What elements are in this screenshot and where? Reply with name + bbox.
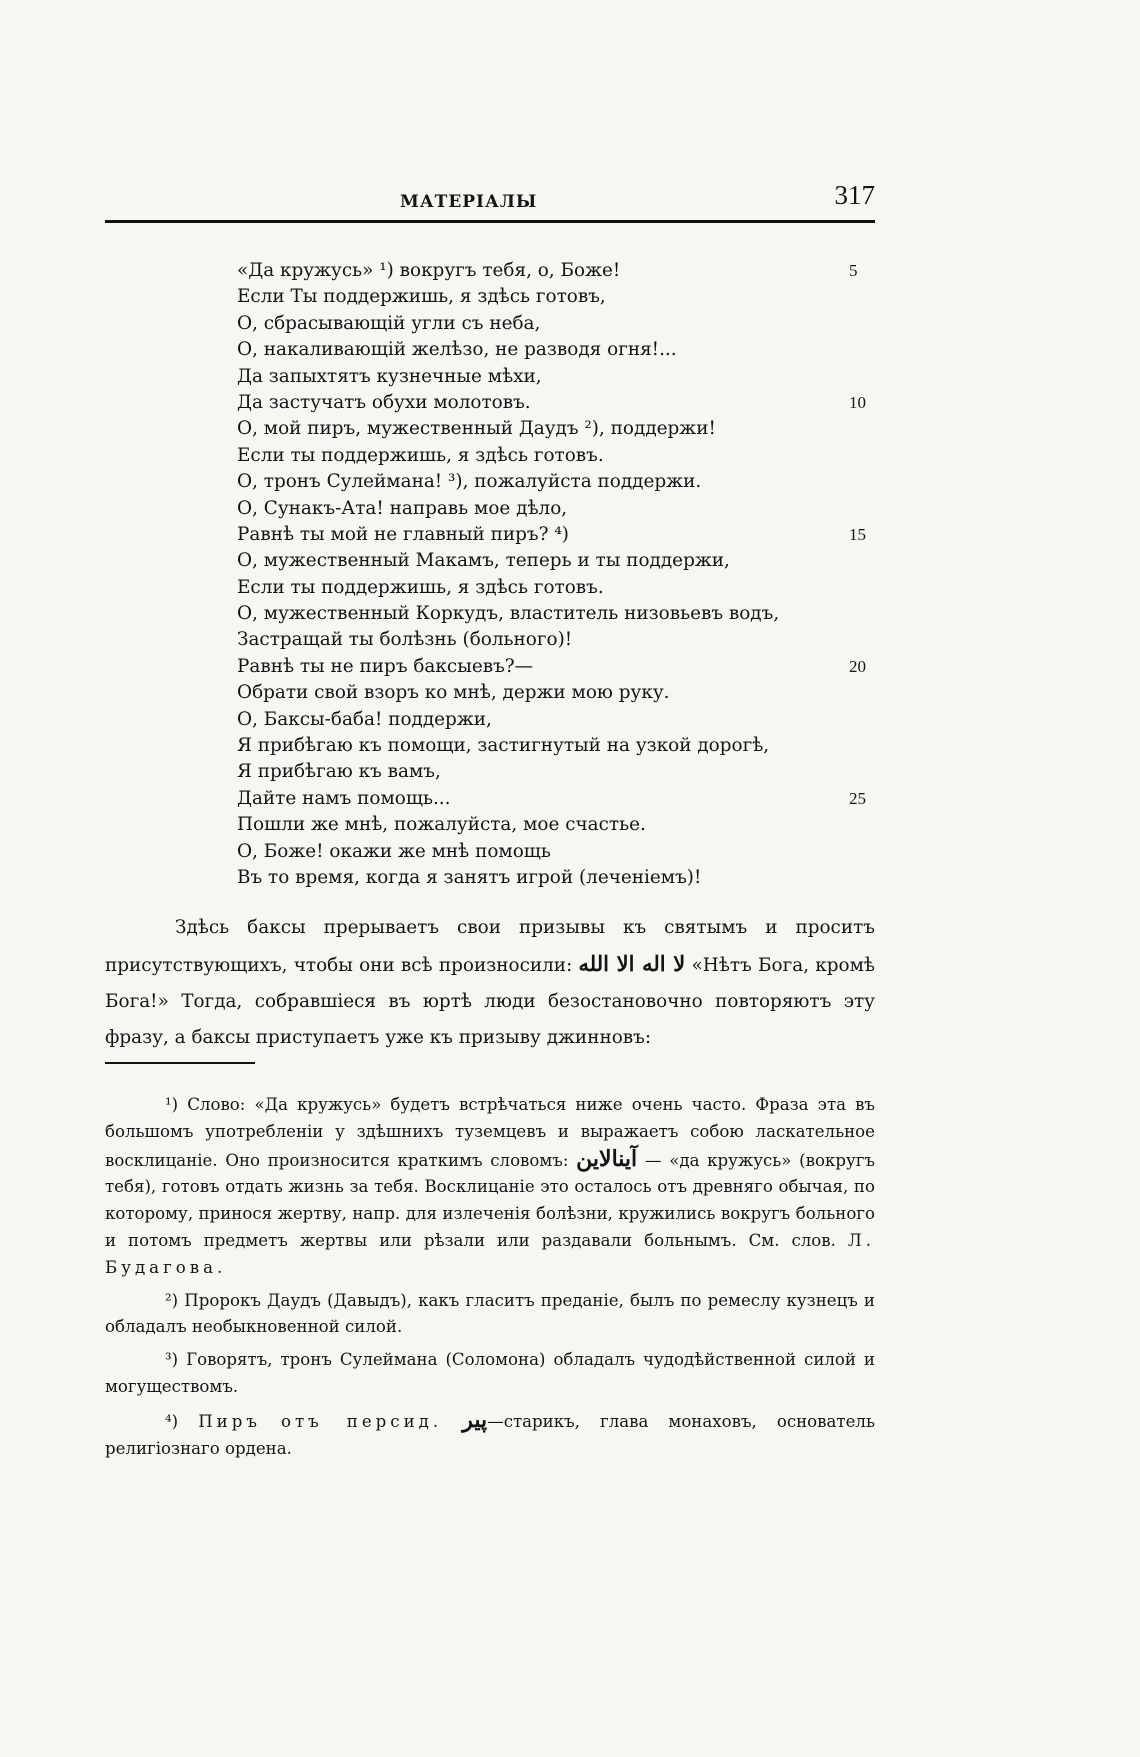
footnote-4-text: —старикъ, глава монаховъ, основатель религіознаго ордена. bbox=[105, 1411, 875, 1458]
verse-line bbox=[237, 575, 877, 601]
verse-text: О, Сунакъ-Ата! направь мое дѣло, bbox=[237, 497, 568, 519]
footnote-2-mark: ²) bbox=[165, 1290, 179, 1310]
verse-line bbox=[237, 522, 877, 548]
verse-text: О, тронъ Сулеймана! ³), пожалуйста поддержи. bbox=[237, 471, 702, 493]
footnote-1 bbox=[105, 1092, 875, 1282]
verse-text: О, мужественный Макамъ, теперь и ты поддержи, bbox=[237, 550, 730, 572]
page-number: 317 bbox=[834, 180, 875, 210]
body-text-part1: Здѣсь баксы прерываетъ свои призывы къ святымъ и проситъ присутствующихъ, чтобы они всѣ произносили: bbox=[105, 917, 875, 976]
verse-line bbox=[237, 733, 877, 759]
verse-line bbox=[237, 839, 877, 865]
verse-line-number: 25 bbox=[849, 788, 866, 808]
verse-text: Застращай ты болѣзнь (больного)! bbox=[237, 629, 573, 651]
verse-line-number: 20 bbox=[849, 656, 866, 676]
footnote-2 bbox=[105, 1288, 875, 1342]
footnote-4-word: Пиръ bbox=[198, 1411, 261, 1431]
verse-line bbox=[237, 258, 877, 284]
body-text-part2: «Нѣтъ Бога, кромѣ Бога!» Тогда, собравшіеся въ юртѣ люди безостановочно повторяютъ эту фразу, а баксы приступаетъ уже къ призыву джинновъ: bbox=[105, 955, 875, 1048]
verse-line bbox=[237, 654, 877, 680]
footnote-2-text: Пророкъ Даудъ (Давыдъ), какъ гласитъ преданіе, былъ по ремеслу кузнецъ и обладалъ необыкновенной силой. bbox=[105, 1290, 875, 1337]
verse-text: Обрати свой взоръ ко мнѣ, держи мою руку. bbox=[237, 682, 670, 704]
verse-line bbox=[237, 496, 877, 522]
verse-line bbox=[237, 627, 877, 653]
footnote-4-arabic: پير bbox=[462, 1406, 488, 1433]
verse-text: «Да кружусь» ¹) вокругъ тебя, о, Боже! bbox=[237, 260, 621, 281]
verse-line bbox=[237, 601, 877, 627]
verse-text: Въ то время, когда я занятъ игрой (леченіемъ)! bbox=[237, 866, 702, 888]
verse-line bbox=[237, 311, 877, 337]
verse-text: О, Баксы-баба! поддержи, bbox=[237, 708, 492, 730]
verse-line bbox=[237, 284, 877, 310]
verse-text: Я прибѣгаю къ вамъ, bbox=[237, 761, 441, 783]
footnotes bbox=[105, 1092, 875, 1468]
verse-line bbox=[237, 337, 877, 363]
verse-line bbox=[237, 364, 877, 390]
verse-text: Я прибѣгаю къ помощи, застигнутый на узкой дорогѣ, bbox=[237, 735, 770, 757]
verse-line bbox=[237, 443, 877, 469]
footnote-3 bbox=[105, 1347, 875, 1401]
footnote-1-part1: Слово: «Да кружусь» будетъ встрѣчаться ниже очень часто. Фраза эта въ большомъ употребленіи у здѣшнихъ туземцевъ и выражаетъ собою ласкательное восклицаніе. Оно произносится краткимъ словомъ: bbox=[105, 1095, 875, 1170]
verse-line-number: 15 bbox=[849, 524, 866, 544]
footnote-rule bbox=[105, 1062, 255, 1064]
verse-block bbox=[237, 258, 877, 891]
verse-text: О, накаливающій желѣзо, не разводя огня!... bbox=[237, 339, 677, 361]
verse-line-number: 10 bbox=[849, 392, 866, 412]
footnote-4-lang: отъ персид. bbox=[280, 1411, 443, 1431]
running-title: МАТЕРІАЛЫ bbox=[400, 192, 538, 212]
verse-line bbox=[237, 469, 877, 495]
verse-line bbox=[237, 786, 877, 812]
verse-text: Пошли же мнѣ, пожалуйста, мое счастье. bbox=[237, 814, 646, 836]
verse-text: О, мужественный Коркудъ, властитель низовьевъ водъ, bbox=[237, 603, 780, 625]
verse-line bbox=[237, 416, 877, 442]
verse-text: О, сбрасывающій угли съ неба, bbox=[237, 312, 541, 334]
verse-line bbox=[237, 548, 877, 574]
arabic-phrase: لا اله الا الله bbox=[578, 951, 686, 976]
verse-text: Если ты поддержишь, я здѣсь готовъ. bbox=[237, 576, 604, 598]
verse-text: Если ты поддержишь, я здѣсь готовъ. bbox=[237, 444, 604, 466]
verse-line bbox=[237, 759, 877, 785]
body-paragraph bbox=[105, 910, 875, 1056]
header-rule bbox=[105, 220, 875, 223]
page-header bbox=[105, 180, 875, 220]
footnote-1-part2: — «да кружусь» (вокругъ тебя), готовъ отдать жизнь за тебя. Восклицаніе это осталось отъ древняго обычая, по которому, принося жертву, напр. для излеченія болѣзни, кружились вокругъ больного и потомъ предметъ жертвы или рѣзали или раздавали больнымъ. См. слов. bbox=[105, 1150, 875, 1250]
footnote-4-mark: ⁴) bbox=[165, 1411, 179, 1431]
verse-text: Равнѣ ты не пиръ баксыевъ?— bbox=[237, 655, 534, 677]
verse-line-number: 5 bbox=[849, 261, 858, 280]
verse-line bbox=[237, 812, 877, 838]
verse-line bbox=[237, 390, 877, 416]
verse-line bbox=[237, 680, 877, 706]
footnote-3-mark: ³) bbox=[165, 1350, 179, 1370]
footnote-1-mark: ¹) bbox=[165, 1095, 179, 1114]
footnote-1-arabic: آينالاين bbox=[576, 1145, 638, 1172]
verse-line bbox=[237, 865, 877, 891]
verse-text: О, Боже! окажи же мнѣ помощь bbox=[237, 840, 551, 862]
verse-text: Дайте намъ помощь... bbox=[237, 787, 451, 809]
verse-text: Да застучатъ обухи молотовъ. bbox=[237, 391, 531, 413]
footnote-1-author: Л. Будагова. bbox=[105, 1230, 875, 1277]
verse-line bbox=[237, 707, 877, 733]
verse-text: О, мой пиръ, мужественный Даудъ ²), поддержи! bbox=[237, 418, 716, 440]
footnote-3-text: Говорятъ, тронъ Сулеймана (Соломона) обладалъ чудодѣйственной силой и могуществомъ. bbox=[105, 1350, 875, 1396]
verse-text: Равнѣ ты мой не главный пиръ? ⁴) bbox=[237, 523, 569, 545]
verse-text: Если Ты поддержишь, я здѣсь готовъ, bbox=[237, 286, 606, 308]
verse-text: Да запыхтятъ кузнечные мѣхи, bbox=[237, 365, 542, 387]
footnote-4 bbox=[105, 1407, 875, 1463]
